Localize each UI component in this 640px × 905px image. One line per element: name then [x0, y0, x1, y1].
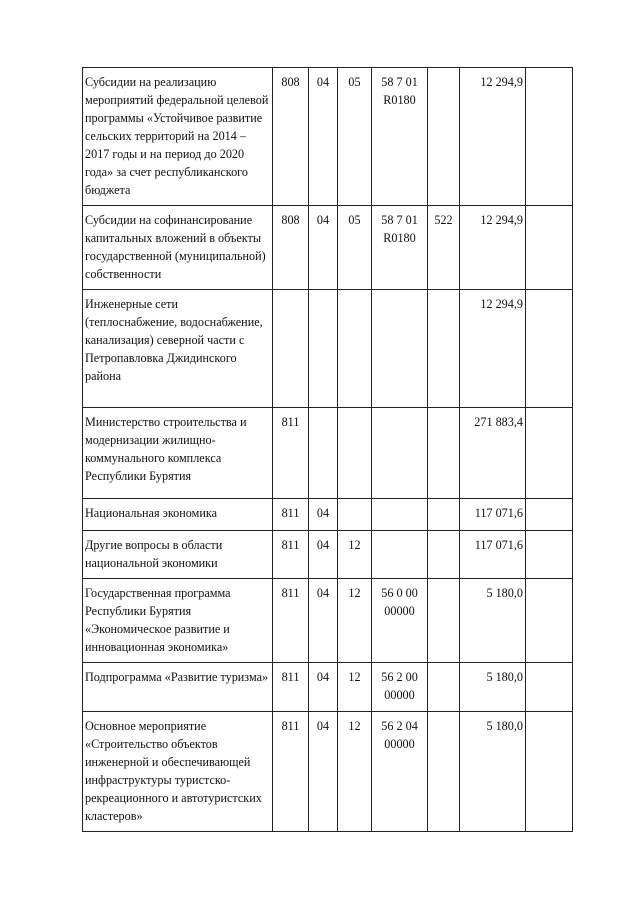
row-section: 04 — [309, 579, 338, 663]
row-section: 04 — [309, 499, 338, 531]
row-name: Инженерные сети (теплоснабжение, водоснабжение, канализация) северной части с Петропавловка Джидинского района — [83, 290, 273, 408]
row-target-code-part1: 58 7 01 — [381, 213, 418, 227]
row-extra — [526, 206, 573, 290]
row-section: 04 — [309, 206, 338, 290]
row-grbs: 811 — [273, 408, 309, 499]
row-name: Государственная программа Республики Бурятия «Экономическое развитие и инновационная экономика» — [83, 579, 273, 663]
row-extra — [526, 531, 573, 579]
row-name: Другие вопросы в области национальной экономики — [83, 531, 273, 579]
row-subsection: 05 — [338, 206, 372, 290]
row-extra — [526, 499, 573, 531]
row-grbs: 808 — [273, 206, 309, 290]
row-section: 04 — [309, 712, 338, 832]
row-subsection: 05 — [338, 68, 372, 206]
row-section — [309, 290, 338, 408]
row-target-code — [372, 68, 428, 206]
row-section — [309, 408, 338, 499]
row-sum: 12 294,9 — [460, 68, 526, 206]
row-target-code — [372, 206, 428, 290]
row-target-code-part2: 00000 — [384, 688, 415, 702]
row-sum: 271 883,4 — [460, 408, 526, 499]
row-section: 04 — [309, 68, 338, 206]
row-target-code — [372, 712, 428, 832]
row-target-code — [372, 579, 428, 663]
row-extra — [526, 663, 573, 712]
row-expense-type: 522 — [428, 206, 460, 290]
row-subsection — [338, 499, 372, 531]
row-name: Субсидии на реализацию мероприятий федеральной целевой программы «Устойчивое развитие сельских территорий на 2014 – 2017 годы и на период до 2020 года» за счет республиканского бюджета — [83, 68, 273, 206]
row-target-code — [372, 663, 428, 712]
row-subsection — [338, 290, 372, 408]
row-target-code-part1: 56 0 00 — [381, 586, 418, 600]
table-row — [83, 579, 573, 663]
row-expense-type — [428, 579, 460, 663]
budget-table — [82, 67, 573, 832]
row-target-code — [372, 499, 428, 531]
row-subsection: 12 — [338, 712, 372, 832]
row-subsection: 12 — [338, 663, 372, 712]
row-target-code-part2: 00000 — [384, 737, 415, 751]
row-extra — [526, 408, 573, 499]
row-sum: 5 180,0 — [460, 663, 526, 712]
row-target-code-part1: 56 2 00 — [381, 670, 418, 684]
row-name: Субсидии на софинансирование капитальных вложений в объекты государственной (муниципальной) собственности — [83, 206, 273, 290]
row-target-code-part2: R0180 — [383, 231, 416, 245]
table-row — [83, 663, 573, 712]
row-extra — [526, 68, 573, 206]
row-section: 04 — [309, 531, 338, 579]
table-row — [83, 290, 573, 408]
row-sum: 12 294,9 — [460, 290, 526, 408]
row-grbs: 808 — [273, 68, 309, 206]
row-grbs: 811 — [273, 531, 309, 579]
row-extra — [526, 579, 573, 663]
row-expense-type — [428, 712, 460, 832]
row-target-code-part2: 00000 — [384, 604, 415, 618]
row-sum: 5 180,0 — [460, 579, 526, 663]
row-subsection: 12 — [338, 531, 372, 579]
row-section: 04 — [309, 663, 338, 712]
budget-table-body — [83, 68, 573, 832]
row-subsection — [338, 408, 372, 499]
row-grbs — [273, 290, 309, 408]
row-sum: 5 180,0 — [460, 712, 526, 832]
row-expense-type — [428, 531, 460, 579]
row-sum: 117 071,6 — [460, 499, 526, 531]
row-extra — [526, 290, 573, 408]
row-subsection: 12 — [338, 579, 372, 663]
row-target-code-part1: 58 7 01 — [381, 75, 418, 89]
table-row — [83, 531, 573, 579]
row-grbs: 811 — [273, 499, 309, 531]
table-row — [83, 206, 573, 290]
row-expense-type — [428, 408, 460, 499]
row-expense-type — [428, 663, 460, 712]
row-grbs: 811 — [273, 663, 309, 712]
row-target-code-part2: R0180 — [383, 93, 416, 107]
row-extra — [526, 712, 573, 832]
table-row — [83, 68, 573, 206]
row-grbs: 811 — [273, 712, 309, 832]
row-target-code — [372, 290, 428, 408]
row-target-code-part1: 56 2 04 — [381, 719, 418, 733]
row-name: Основное мероприятие «Строительство объектов инженерной и обеспечивающей инфраструктуры туристско-рекреационного и автотуристских кластеров» — [83, 712, 273, 832]
row-sum: 12 294,9 — [460, 206, 526, 290]
row-grbs: 811 — [273, 579, 309, 663]
row-name: Министерство строительства и модернизации жилищно-коммунального комплекса Республики Бурятия — [83, 408, 273, 499]
row-expense-type — [428, 290, 460, 408]
row-target-code — [372, 408, 428, 499]
row-target-code — [372, 531, 428, 579]
row-sum: 117 071,6 — [460, 531, 526, 579]
row-name: Национальная экономика — [83, 499, 273, 531]
row-expense-type — [428, 499, 460, 531]
table-row — [83, 712, 573, 832]
table-row — [83, 408, 573, 499]
row-name: Подпрограмма «Развитие туризма» — [83, 663, 273, 712]
table-row — [83, 499, 573, 531]
row-expense-type — [428, 68, 460, 206]
